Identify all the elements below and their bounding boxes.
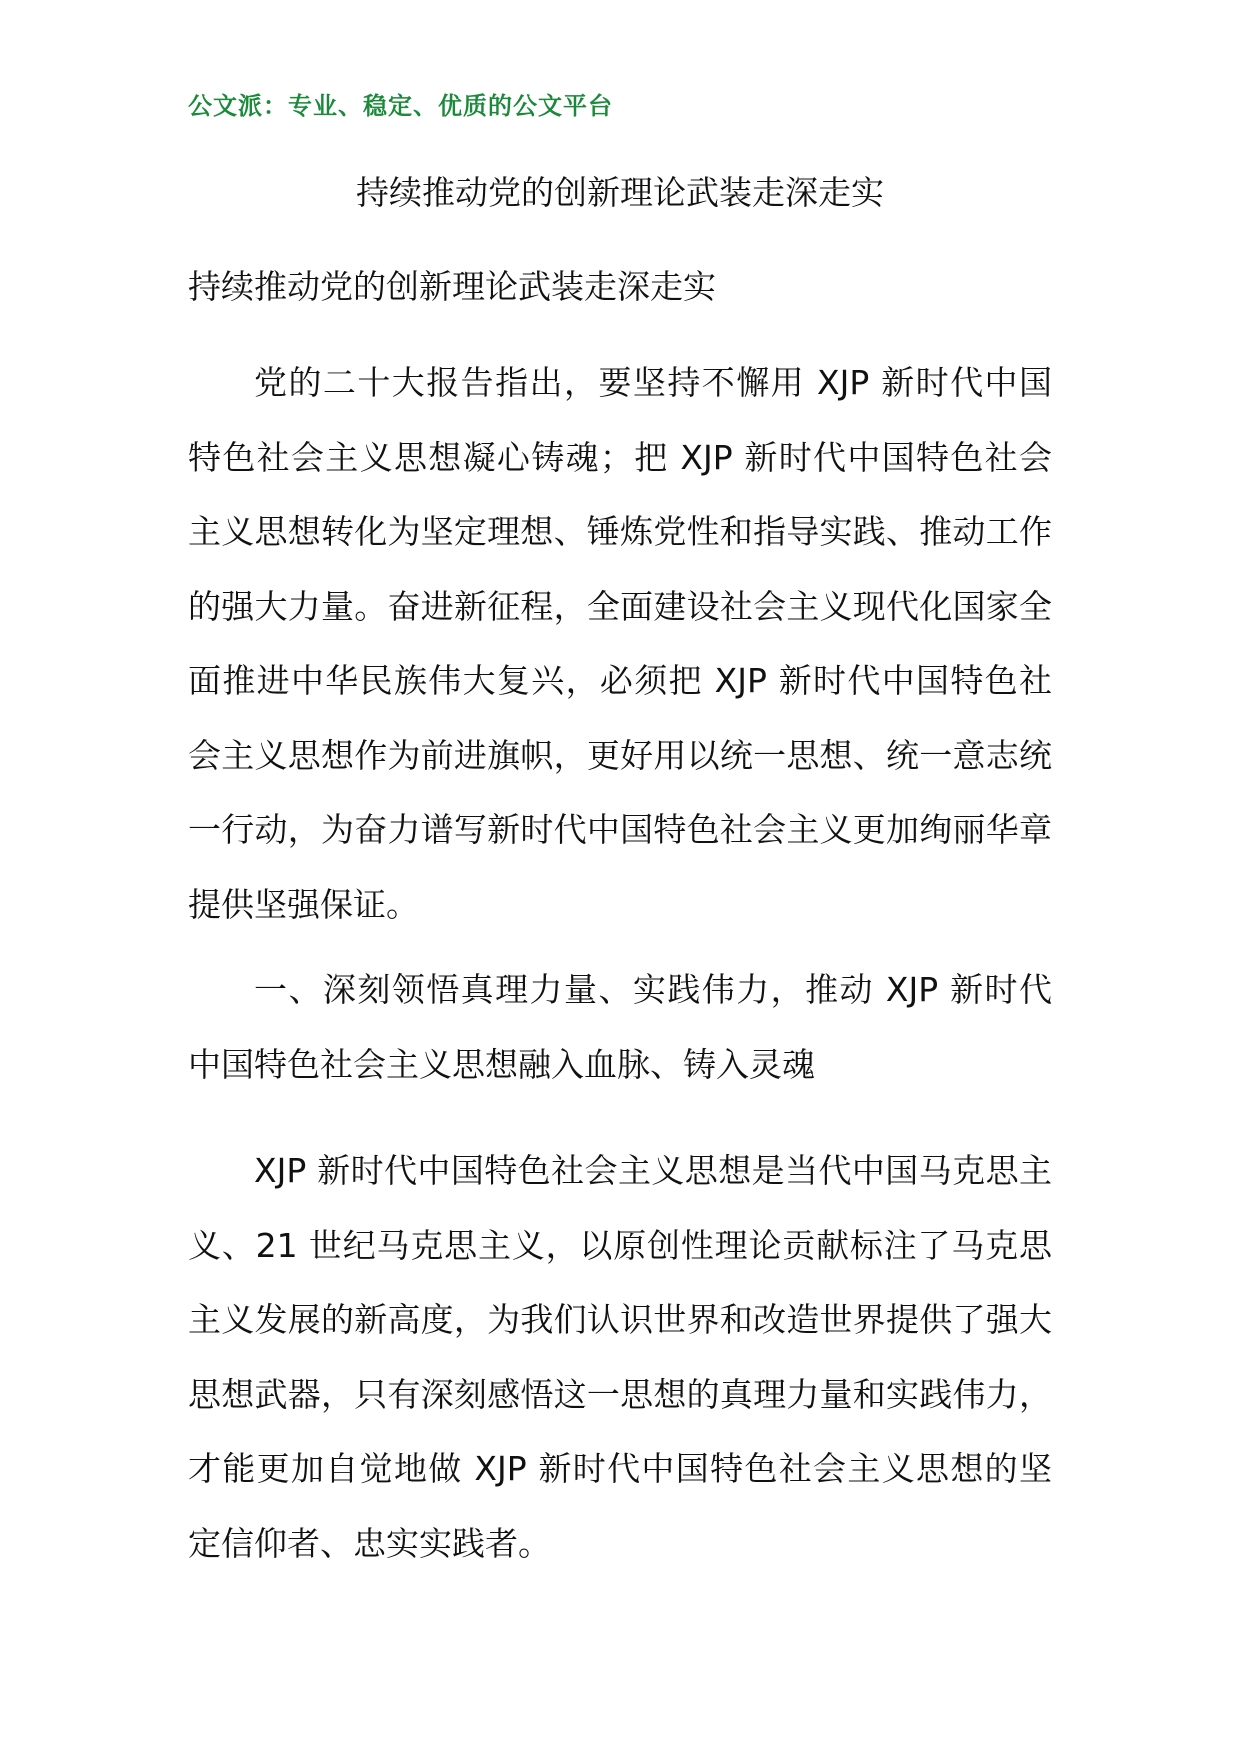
document-subtitle: 持续推动党的创新理论武装走深走实 [188, 267, 716, 306]
body-paragraph-section-one: XJP 新时代中国特色社会主义思想是当代中国马克思主义、21 世纪马克思主义，以原创性理论贡献标注了马克思主义发展的新高度，为我们认识世界和改造世界提供了强大思想武器，只有深刻感悟这一思想的真理力量和实践伟力，才能更加自觉地做 XJP 新时代中国特色社会主义思想的坚定信仰者、忠实实践者。 [188, 1151, 1052, 1563]
document-title: 持续推动党的创新理论武装走深走实 [356, 173, 884, 212]
section-heading-one: 一、深刻领悟真理力量、实践伟力，推动 XJP 新时代中国特色社会主义思想融入血脉、铸入灵魂 [188, 970, 1052, 1084]
header-brand-text: 公文派：专业、稳定、优质的公文平台 [188, 92, 613, 120]
body-paragraph-intro: 党的二十大报告指出，要坚持不懈用 XJP 新时代中国特色社会主义思想凝心铸魂；把 XJP 新时代中国特色社会主义思想转化为坚定理想、锤炼党性和指导实践、推动工作的强大力量。奋进新征程，全面建设社会主义现代化国家全面推进中华民族伟大复兴，必须把 XJP 新时代中国特色社会主义思想作为前进旗帜，更好用以统一思想、统一意志统一行动，为奋力谱写新时代中国特色社会主义更加绚丽华章提供坚强保证。 [188, 363, 1052, 924]
